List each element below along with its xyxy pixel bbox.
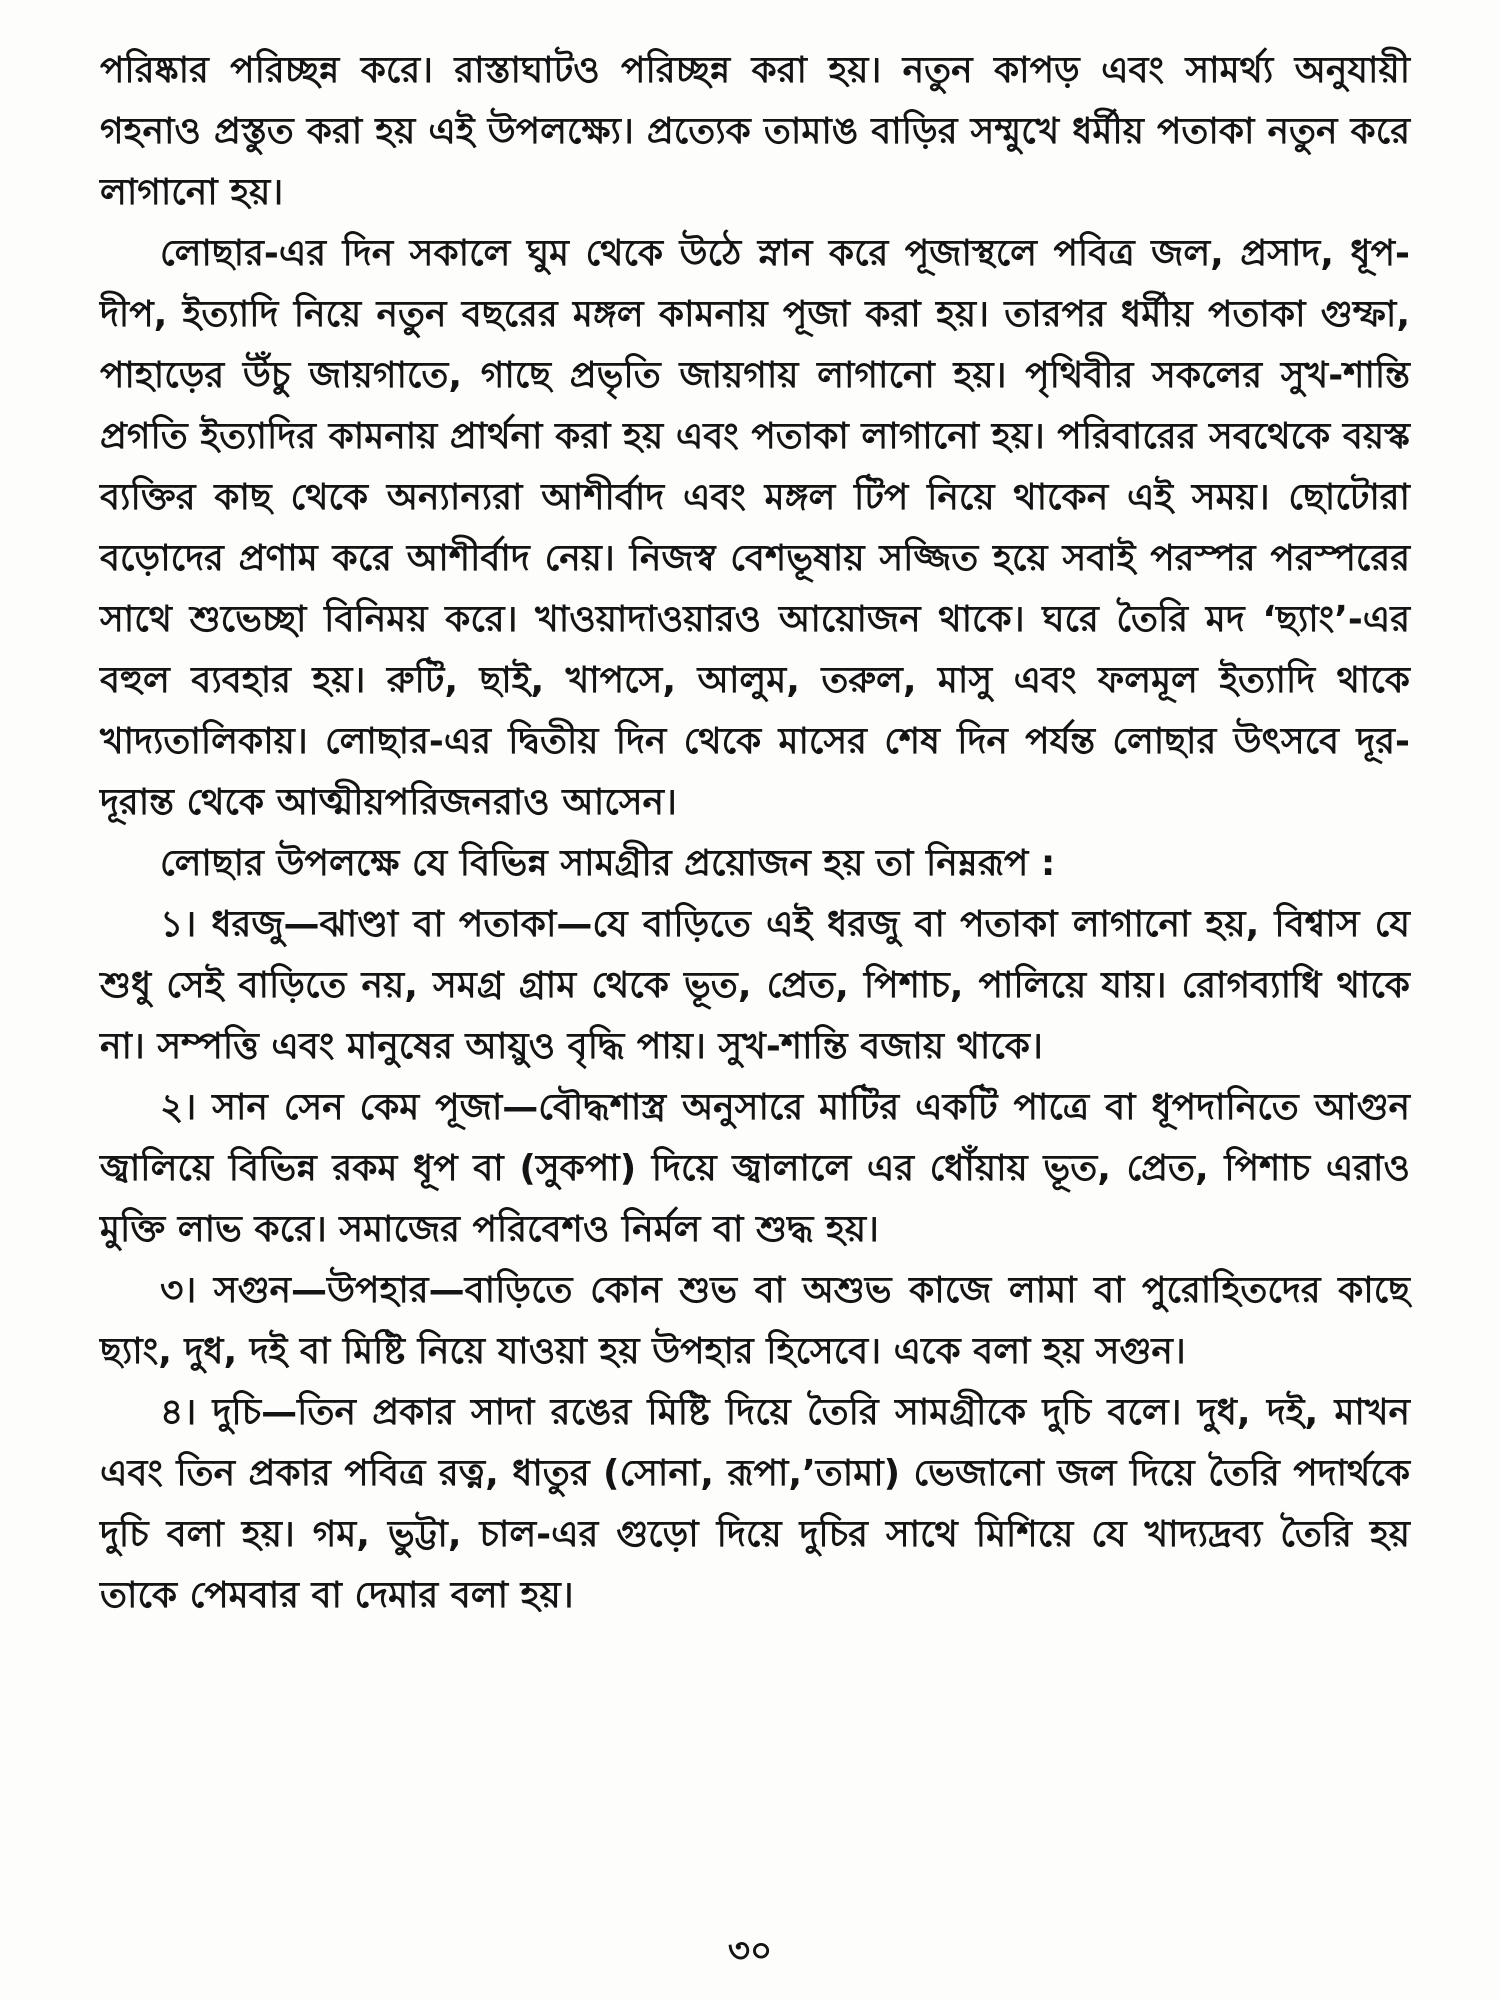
page-number: ৩০ bbox=[727, 1931, 773, 1971]
list-item-dharju: ১। ধরজু—ঝাণ্ডা বা পতাকা—যে বাড়িতে এই ধরজু বা পতাকা লাগানো হয়, বিশ্বাস যে শুধু সেই বাড়িতে নয়, সমগ্র গ্রাম থেকে ভূত, প্রেত, পিশাচ, পালিয়ে যায়। রোগব্যাধি থাকে না। সম্পত্তি এবং মানুষের আয়ুও বৃদ্ধি পায়। সুখ-শান্তি বজায় থাকে। bbox=[100, 904, 1410, 1067]
paragraph-continuation: পরিষ্কার পরিচ্ছন্ন করে। রাস্তাঘাটও পরিচ্ছন্ন করা হয়। নতুন কাপড় এবং সামর্থ্য অনুযায়ী গহনাও প্রস্তুত করা হয় এই উপলক্ষ্যে। প্রত্যেক তামাঙ বাড়ির সম্মুখে ধর্মীয় পতাকা নতুন করে লাগানো হয়। bbox=[100, 50, 1410, 213]
list-item-sagun: ৩। সগুন—উপহার—বাড়িতে কোন শুভ বা অশুভ কাজে লামা বা পুরোহিতদের কাছে ছ্যাং, দুধ, দই বা মিষ্টি নিয়ে যাওয়া হয় উপহার হিসেবে। একে বলা হয় সগুন। bbox=[100, 1270, 1410, 1372]
paragraph-losar-day: লোছার-এর দিন সকালে ঘুম থেকে উঠে স্নান করে পূজাস্থলে পবিত্র জল, প্রসাদ, ধূপ-দীপ, ইত্যাদি নিয়ে নতুন বছরের মঙ্গল কামনায় পূজা করা হয়। তারপর ধর্মীয় পতাকা গুম্ফা, পাহাড়ের উঁচু জায়গাতে, গাছে প্রভৃতি জায়গায় লাগানো হয়। পৃথিবীর সকলের সুখ-শান্তি প্রগতি ইত্যাদির কামনায় প্রার্থনা করা হয় এবং পতাকা লাগানো হয়। পরিবারের সবথেকে বয়স্ক ব্যক্তির কাছ থেকে অন্যান্যরা আশীর্বাদ এবং মঙ্গল টিপ নিয়ে থাকেন এই সময়। ছোটোরা বড়োদের প্রণাম করে আশীর্বাদ নেয়। নিজস্ব বেশভূষায় সজ্জিত হয়ে সবাই পরস্পর পরস্পরের সাথে শুভেচ্ছা বিনিময় করে। খাওয়াদাওয়ারও আয়োজন থাকে। ঘরে তৈরি মদ ‘ছ্যাং’-এর বহুল ব্যবহার হয়। রুটি, ছাই, খাপসে, আলুম, তরুল, মাসু এবং ফলমূল ইত্যাদি থাকে খাদ্যতালিকায়। লোছার-এর দ্বিতীয় দিন থেকে মাসের শেষ দিন পর্যন্ত লোছার উৎসবে দূর-দূরান্ত থেকে আত্মীয়পরিজনরাও আসেন। bbox=[100, 233, 1410, 823]
list-item-san-sen-kem-puja: ২। সান সেন কেম পূজা—বৌদ্ধশাস্ত্র অনুসারে মাটির একটি পাত্রে বা ধূপদানিতে আগুন জ্বালিয়ে বিভিন্ন রকম ধূপ বা (সুকপা) দিয়ে জ্বালালে এর ধোঁয়ায় ভূত, প্রেত, পিশাচ এরাও মুক্তি লাভ করে। সমাজের পরিবেশও নির্মল বা শুদ্ধ হয়। bbox=[100, 1087, 1410, 1250]
list-item-duchi: ৪। দুচি—তিন প্রকার সাদা রঙের মিষ্টি দিয়ে তৈরি সামগ্রীকে দুচি বলে। দুধ, দই, মাখন এবং তিন প্রকার পবিত্র রত্ন, ধাতুর (সোনা, রূপা,’তামা) ভেজানো জল দিয়ে তৈরি পদার্থকে দুচি বলা হয়। গম, ভুট্টা, চাল-এর গুড়ো দিয়ে দুচির সাথে মিশিয়ে যে খাদ্যদ্রব্য তৈরি হয় তাকে পেমবার বা দেমার বলা হয়। bbox=[100, 1392, 1410, 1616]
paragraph-materials-intro: লোছার উপলক্ষে যে বিভিন্ন সামগ্রীর প্রয়োজন হয় তা নিম্নরূপ : bbox=[160, 843, 1056, 884]
body-text bbox=[100, 40, 1410, 1626]
